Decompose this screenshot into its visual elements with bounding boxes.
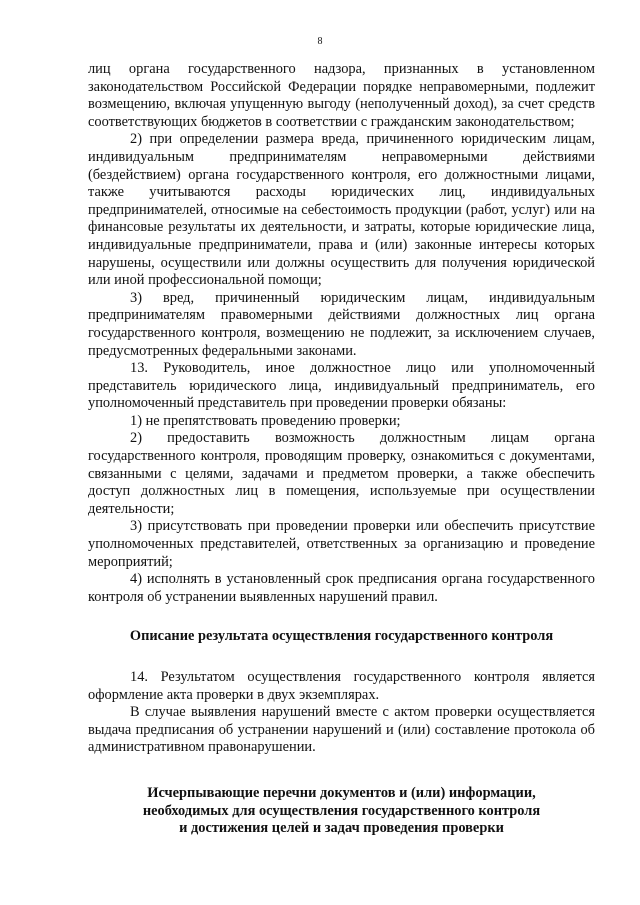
paragraph-13-item-3: 3) присутствовать при проведении проверки или обеспечить присутствие уполномоченных представителей, ответственных за организацию и проведение мероприятий; xyxy=(88,518,595,570)
paragraph-violations: В случае выявления нарушений вместе с актом проверки осуществляется выдача предписания об устранении нарушений и (или) составление протокола об административном правонарушении. xyxy=(88,704,595,756)
paragraph-item-2: 2) при определении размера вреда, причиненного юридическим лицам, индивидуальным предпринимателям неправомерными действиями (бездействием) органа государственного контроля, его должностными лицами, также учитываются расходы юридических лиц, индивидуальных предпринимателей, относимые на себестоимость продукции (работ, услуг) или на финансовые результаты их деятельности, и затраты, которые юридические лица, индивидуальные предприниматели, права и (или) законные интересы которых нарушены, осуществили или должны осуществить для получения юридической или иной профессиональной помощи; xyxy=(88,131,595,289)
document-body xyxy=(88,61,595,838)
paragraph-13-item-1: 1) не препятствовать проведению проверки; xyxy=(130,412,401,429)
section-heading-documents xyxy=(88,785,595,838)
paragraph-14: 14. Результатом осуществления государственного контроля является оформление акта проверки в двух экземплярах. xyxy=(88,669,595,703)
paragraph-13: 13. Руководитель, иное должностное лицо или уполномоченный представитель юридического лица, индивидуальный предприниматель, его уполномоченный представитель при проведении проверки обязаны: xyxy=(88,360,595,412)
paragraph-13-item-2: 2) предоставить возможность должностным лицам органа государственного контроля, проводящим проверку, ознакомиться с документами, связанными с целями, задачами и предметом проверки, а также обеспечить доступ должностных лиц в помещения, используемые при осуществлении деятельности; xyxy=(88,430,595,517)
section-heading-line: Исчерпывающие перечни документов и (или) информации, xyxy=(147,784,536,801)
paragraph-item-3: 3) вред, причиненный юридическим лицам, индивидуальным предпринимателям правомерными действиями должностных лиц органа государственного контроля, возмещению не подлежит, за исключением случаев, предусмотренных федеральными законами. xyxy=(88,289,595,359)
section-heading-line: и достижения целей и задач проведения проверки xyxy=(179,820,504,837)
page-number: 8 xyxy=(317,36,323,47)
section-heading-result: Описание результата осуществления государственного контроля xyxy=(129,628,554,645)
paragraph-13-item-4: 4) исполнять в установленный срок предписания органа государственного контроля об устранении выявленных нарушений правил. xyxy=(88,571,595,605)
paragraph-continuation: лиц органа государственного надзора, признанных в установленном законодательством Российской Федерации порядке неправомерными, подлежит возмещению, включая упущенную выгоду (неполученный доход), за счет средств соответствующих бюджетов в соответствии с гражданским законодательством; xyxy=(88,61,595,130)
section-heading-line: необходимых для осуществления государственного контроля xyxy=(142,802,541,819)
